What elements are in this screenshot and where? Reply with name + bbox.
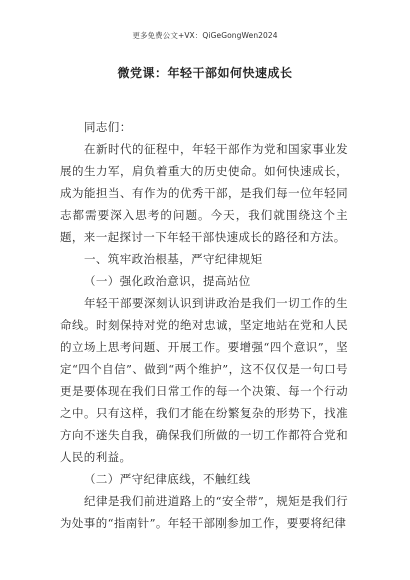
document-body <box>60 116 348 534</box>
subsection-body-1: 年轻干部要深刻认识到讲政治是我们一切工作的生命线。时刻保持对党的绝对忠诚，坚定地站在党和人民的立场上思考问题、开展工作。要增强“四个意识”，坚定“四个自信”、做到“两个维护”，这不仅仅是一句口号更是要体现在我们日常工作的每一个决策、每一个行动之中。只有这样，我们才能在纷繁复杂的形势下，找准方向不迷失自我，确保我们所做的一切工作都符合党和人民的利益。 <box>60 296 348 464</box>
salutation: 同志们： <box>84 120 132 134</box>
section-heading-1: 一、筑牢政治根基，严守纪律规矩 <box>84 252 263 266</box>
subsection-body-2: 纪律是我们前进道路上的“安全带”，规矩是我们行为处事的“指南针”。年轻干部刚参加工作，要要将纪律 <box>60 494 348 530</box>
page-title: 微党课：年轻干部如何快速成长 <box>117 66 293 80</box>
intro-paragraph: 在新时代的征程中，年轻干部作为党和国家事业发展的生力军，肩负着重大的历史使命。如何快速成长，成为能担当、有作为的优秀干部，是我们每一位年轻同志都需要深入思考的问题。今天，我们就围绕这个主题，来一起探讨一下年轻干部快速成长的路径和方法。 <box>60 142 348 244</box>
subsection-heading-2: （二）严守纪律底线，不触红线 <box>84 472 251 486</box>
header-note: 更多免费公文+VX：QiGeGongWen2024 <box>132 31 278 40</box>
subsection-heading-1: （一）强化政治意识，提高站位 <box>84 274 251 288</box>
